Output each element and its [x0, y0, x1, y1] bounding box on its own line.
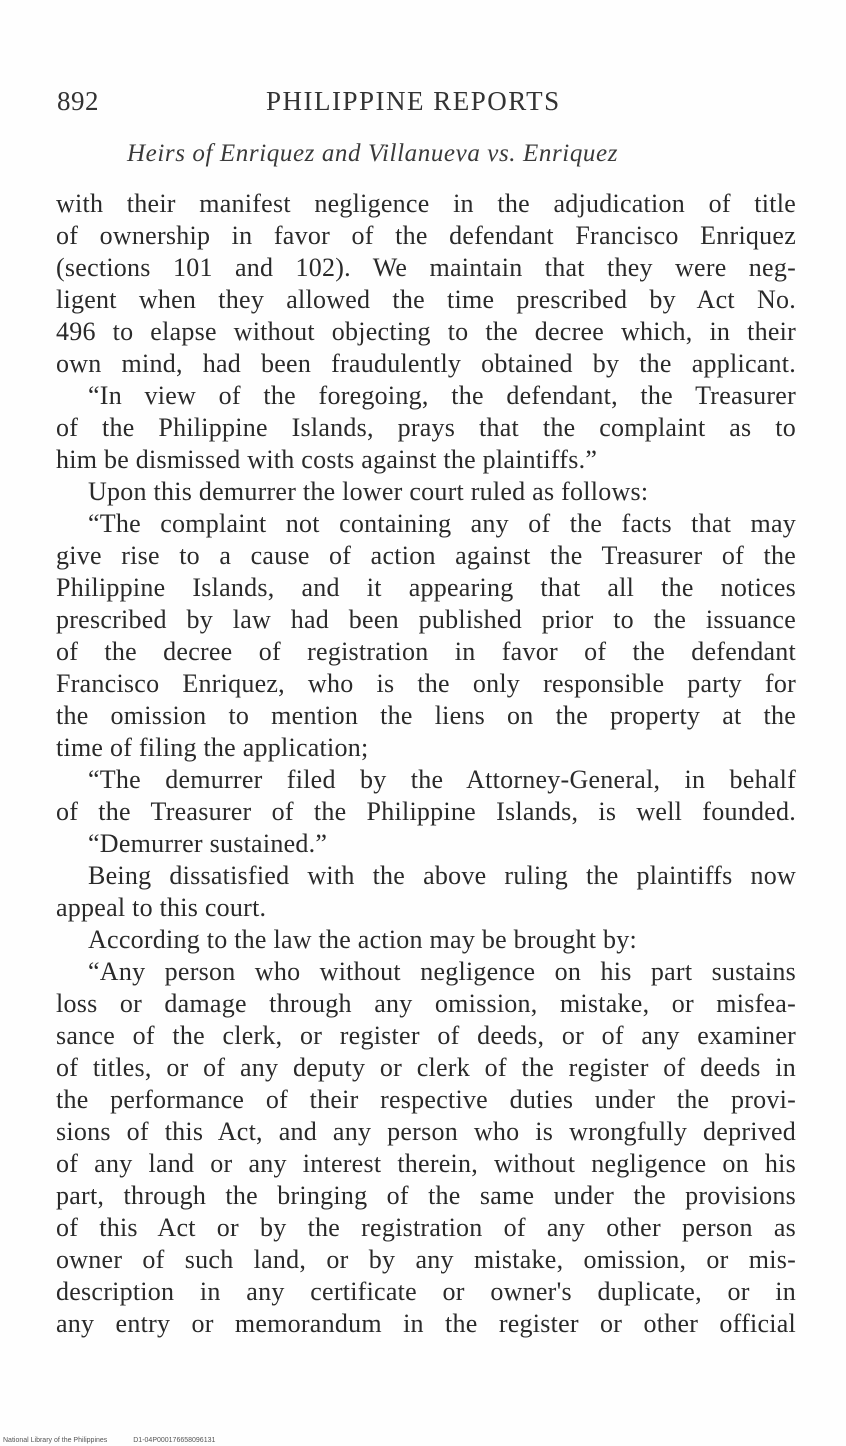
text-line: of titles, or of any deputy or clerk of the register of deeds in [56, 1053, 796, 1082]
text-line: part, through the bringing of the same under the provisions [56, 1181, 796, 1210]
report-title: PHILIPPINE REPORTS [266, 86, 561, 116]
body-text [56, 188, 796, 1340]
text-line: Being dissatisfied with the above ruling the plaintiffs now [88, 861, 796, 890]
page-header [57, 86, 797, 126]
text-line: of any land or any interest therein, without negligence on his [56, 1149, 796, 1178]
text-line: of this Act or by the registration of any other person as [56, 1213, 796, 1242]
text-line: 496 to elapse without objecting to the decree which, in their [56, 317, 796, 346]
text-line: sions of this Act, and any person who is wrongfully deprived [56, 1117, 796, 1146]
text-line: “The complaint not containing any of the facts that may [88, 509, 796, 538]
text-line: “Demurrer sustained.” [88, 829, 328, 858]
text-line: prescribed by law had been published prior to the issuance [56, 605, 796, 634]
text-line: sance of the clerk, or register of deeds, or of any examiner [56, 1021, 796, 1050]
text-line: Upon this demurrer the lower court ruled as follows: [88, 477, 649, 506]
text-line: appeal to this court. [56, 893, 267, 922]
text-line: owner of such land, or by any mistake, omission, or mis- [56, 1245, 796, 1274]
text-line: of the Philippine Islands, prays that the complaint as to [56, 413, 796, 442]
text-line: of the Treasurer of the Philippine Islands, is well founded. [56, 797, 796, 826]
text-line: give rise to a cause of action against the Treasurer of the [56, 541, 796, 570]
text-line: Philippine Islands, and it appearing that all the notices [56, 573, 796, 602]
text-line: “The demurrer filed by the Attorney-General, in behalf [88, 765, 796, 794]
text-line: own mind, had been fraudulently obtained by the applicant. [56, 349, 796, 378]
text-line: of the decree of registration in favor of the defendant [56, 637, 796, 666]
scan-footer [3, 1437, 239, 1444]
text-line: According to the law the action may be brought by: [88, 925, 637, 954]
text-line: “In view of the foregoing, the defendant, the Treasurer [88, 381, 796, 410]
text-line: “Any person who without negligence on his part sustains [88, 957, 796, 986]
text-line: with their manifest negligence in the adjudication of title [56, 189, 796, 218]
text-line: the performance of their respective duties under the provi- [56, 1085, 796, 1114]
text-line: any entry or memorandum in the register or other official [56, 1309, 796, 1338]
text-line: the omission to mention the liens on the property at the [56, 701, 796, 730]
text-line: ligent when they allowed the time prescribed by Act No. [56, 285, 796, 314]
page-number: 892 [57, 86, 99, 116]
text-line: him be dismissed with costs against the plaintiffs.” [56, 445, 598, 474]
text-line: of ownership in favor of the defendant Francisco Enriquez [56, 221, 796, 250]
footer-library: National Library of the Philippines [3, 1437, 108, 1444]
text-line: (sections 101 and 102). We maintain that they were neg- [56, 253, 796, 282]
text-line: time of filing the application; [56, 733, 369, 762]
text-line: description in any certificate or owner's duplicate, or in [56, 1277, 796, 1306]
case-caption: Heirs of Enriquez and Villanueva vs. Enriquez [127, 140, 619, 167]
text-line: loss or damage through any omission, mistake, or misfea- [56, 989, 796, 1018]
footer-code: D1-04P000176658096131 [133, 1437, 216, 1444]
text-line: Francisco Enriquez, who is the only responsible party for [56, 669, 796, 698]
